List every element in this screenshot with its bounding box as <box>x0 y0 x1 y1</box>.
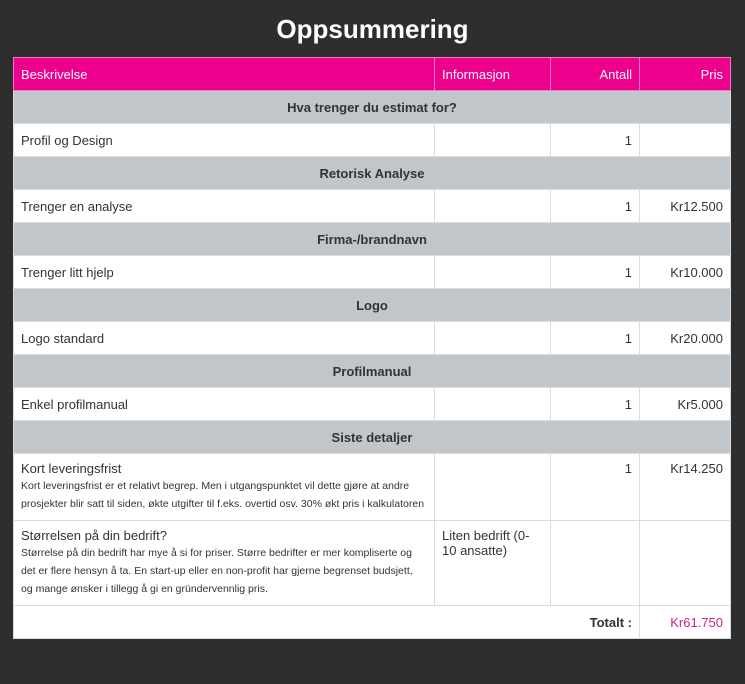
row-quantity: 1 <box>551 454 640 521</box>
row-info <box>435 388 551 421</box>
section-title: Siste detaljer <box>14 421 731 454</box>
summary-table <box>13 57 731 639</box>
row-info <box>435 256 551 289</box>
row-info <box>435 454 551 521</box>
section-row <box>14 157 731 190</box>
row-note: Kort leveringsfrist er et relativt begrep. Men i utgangspunktet vil dette gjøre at andre prosjekter blir satt til siden, økte utgifter til f.eks. overtid osv. 30% økt pris i kalkulatoren <box>21 480 425 510</box>
row-description-cell <box>14 521 435 606</box>
table-row <box>14 124 731 157</box>
table-row <box>14 256 731 289</box>
section-title: Logo <box>14 289 731 322</box>
total-value: Kr61.750 <box>640 606 731 639</box>
table-row <box>14 190 731 223</box>
section-row <box>14 421 731 454</box>
table-row <box>14 322 731 355</box>
row-description: Trenger en analyse <box>14 190 435 223</box>
section-title: Hva trenger du estimat for? <box>14 91 731 124</box>
section-row <box>14 289 731 322</box>
row-price <box>640 124 731 157</box>
section-title: Retorisk Analyse <box>14 157 731 190</box>
row-quantity: 1 <box>551 322 640 355</box>
row-quantity: 1 <box>551 124 640 157</box>
row-note: Størrelse på din bedrift har mye å si for priser. Større bedrifter er mer kompliserte og det er flere hensyn å ta. En start-up eller en non-profit har gjerne begrenset budsjett, og mange ønsker i tillegg å gi en gründervennlig pris. <box>21 547 413 595</box>
row-price: Kr5.000 <box>640 388 731 421</box>
section-row <box>14 223 731 256</box>
table-row <box>14 521 731 606</box>
column-header-price: Pris <box>640 58 731 91</box>
row-description: Logo standard <box>14 322 435 355</box>
row-price: Kr20.000 <box>640 322 731 355</box>
row-info: Liten bedrift (0-10 ansatte) <box>435 521 551 606</box>
column-header-information: Informasjon <box>435 58 551 91</box>
section-title: Profilmanual <box>14 355 731 388</box>
section-title: Firma-/brandnavn <box>14 223 731 256</box>
section-row <box>14 91 731 124</box>
row-price <box>640 521 731 606</box>
total-label: Totalt : <box>14 606 640 639</box>
row-price: Kr10.000 <box>640 256 731 289</box>
row-description: Enkel profilmanual <box>14 388 435 421</box>
row-description: Trenger litt hjelp <box>14 256 435 289</box>
table-header-row <box>14 58 731 91</box>
row-quantity: 1 <box>551 256 640 289</box>
row-info <box>435 190 551 223</box>
row-info <box>435 322 551 355</box>
row-info <box>435 124 551 157</box>
row-description: Størrelsen på din bedrift? <box>21 528 167 543</box>
column-header-quantity: Antall <box>551 58 640 91</box>
row-quantity: 1 <box>551 388 640 421</box>
row-quantity <box>551 521 640 606</box>
page-title: Oppsummering <box>276 14 469 44</box>
section-row <box>14 355 731 388</box>
row-price: Kr14.250 <box>640 454 731 521</box>
row-description-cell <box>14 454 435 521</box>
row-quantity: 1 <box>551 190 640 223</box>
table-row <box>14 454 731 521</box>
row-description: Kort leveringsfrist <box>21 461 122 476</box>
column-header-description: Beskrivelse <box>14 58 435 91</box>
total-row <box>14 606 731 639</box>
table-row <box>14 388 731 421</box>
row-price: Kr12.500 <box>640 190 731 223</box>
row-description: Profil og Design <box>14 124 435 157</box>
